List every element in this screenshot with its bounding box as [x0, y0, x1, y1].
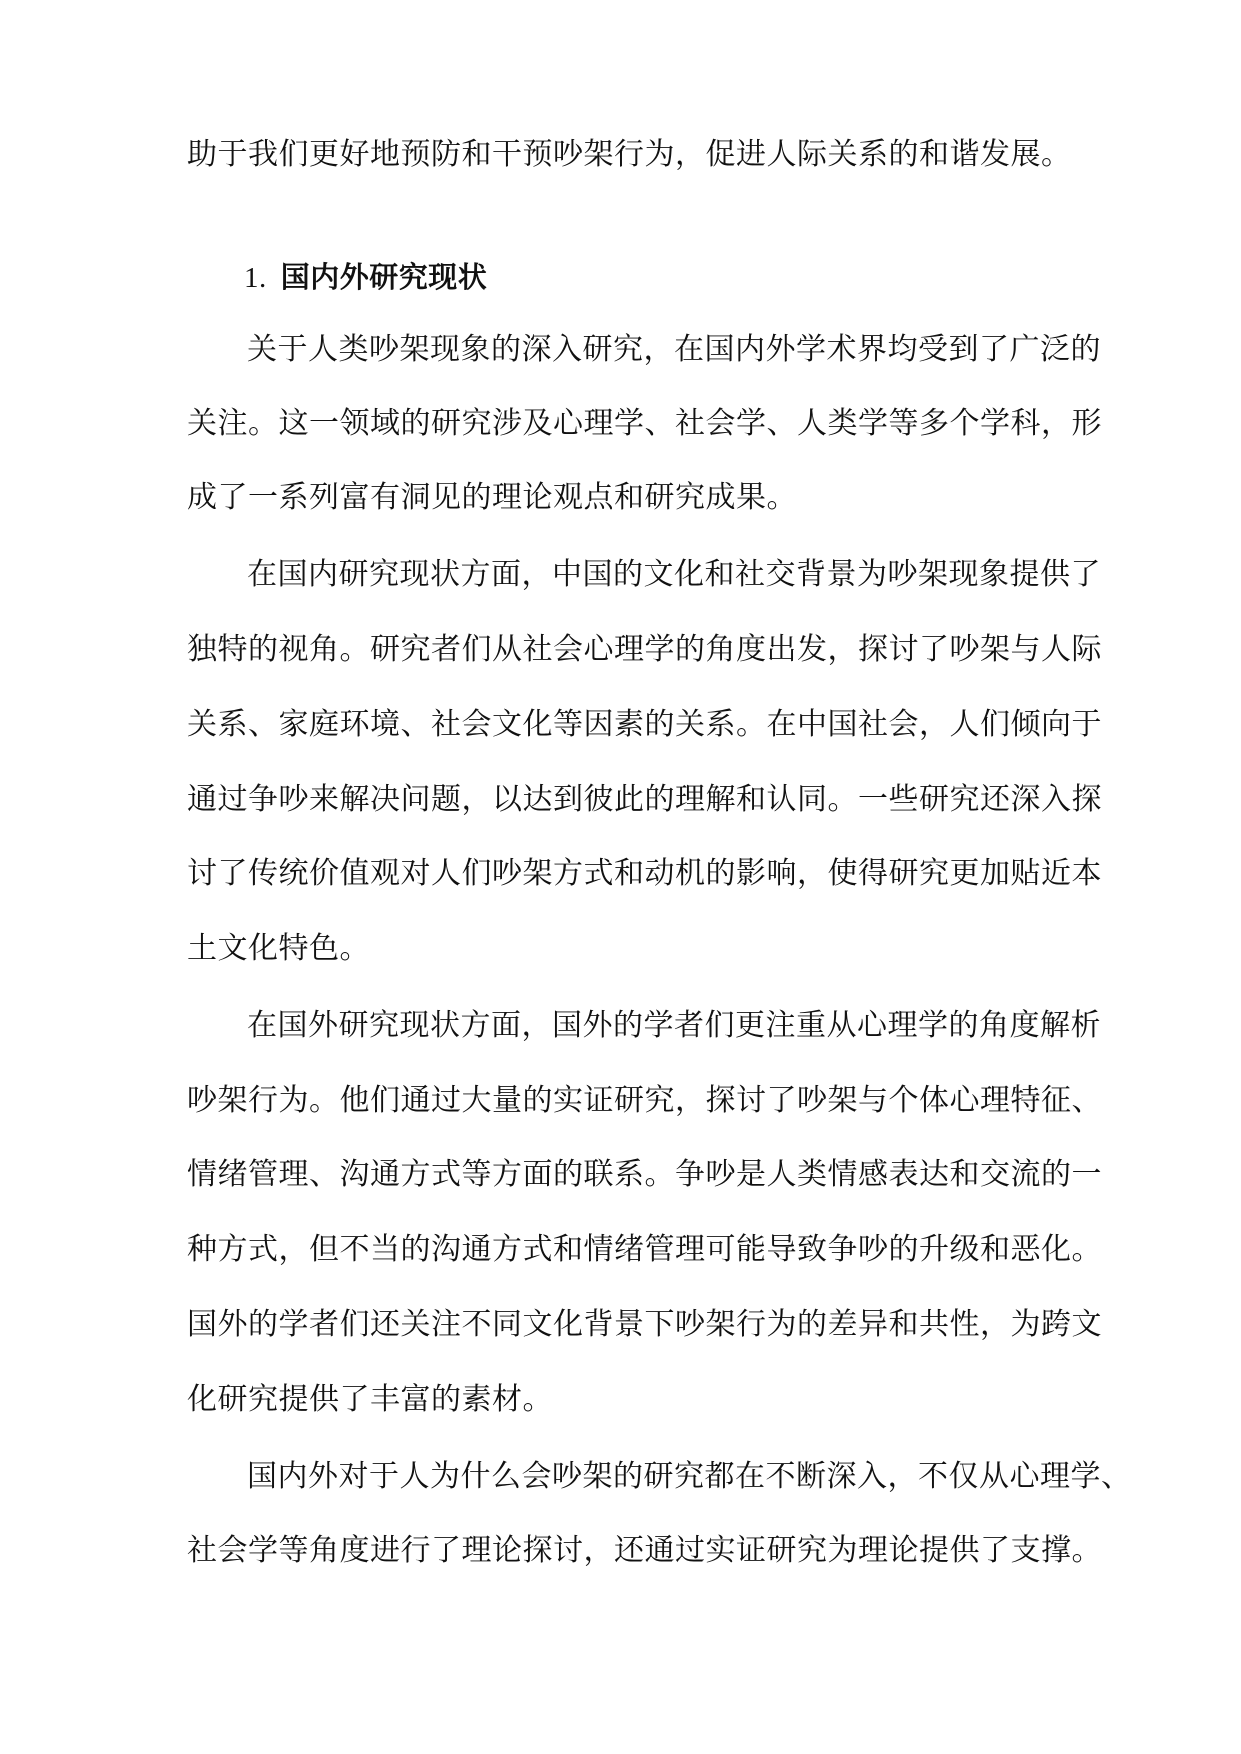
paragraph-line: 种方式，但不当的沟通方式和情绪管理可能导致争吵的升级和恶化。	[187, 1232, 1102, 1267]
paragraph-line: 通过争吵来解决问题，以达到彼此的理解和认同。一些研究还深入探	[187, 782, 1102, 817]
section-heading	[244, 257, 487, 298]
paragraph-line: 成了一系列富有洞见的理论观点和研究成果。	[187, 480, 797, 515]
paragraph-line: 关系、家庭环境、社会文化等因素的关系。在中国社会，人们倾向于	[187, 707, 1102, 742]
paragraph-line: 国外的学者们还关注不同文化背景下吵架行为的差异和共性，为跨文	[187, 1307, 1102, 1342]
paragraph-line: 在国内研究现状方面，中国的文化和社交背景为吵架现象提供了	[247, 557, 1101, 592]
paragraph-line: 国内外对于人为什么会吵架的研究都在不断深入，不仅从心理学、	[247, 1459, 1132, 1494]
paragraph-line: 情绪管理、沟通方式等方面的联系。争吵是人类情感表达和交流的一	[187, 1157, 1102, 1192]
section-number: 1.	[244, 262, 267, 294]
paragraph-line: 关于人类吵架现象的深入研究，在国内外学术界均受到了广泛的	[247, 332, 1101, 367]
paragraph-line: 在国外研究现状方面，国外的学者们更注重从心理学的角度解析	[247, 1008, 1101, 1043]
paragraph-line: 吵架行为。他们通过大量的实证研究，探讨了吵架与个体心理特征、	[187, 1083, 1102, 1118]
paragraph-line: 讨了传统价值观对人们吵架方式和动机的影响，使得研究更加贴近本	[187, 856, 1102, 891]
section-title: 国内外研究现状	[280, 260, 488, 294]
paragraph-line: 土文化特色。	[187, 931, 370, 966]
paragraph-line: 社会学等角度进行了理论探讨，还通过实证研究为理论提供了支撑。	[187, 1533, 1102, 1568]
paragraph-line: 化研究提供了丰富的素材。	[187, 1382, 553, 1417]
paragraph-line: 独特的视角。研究者们从社会心理学的角度出发，探讨了吵架与人际	[187, 632, 1102, 667]
paragraph-line: 助于我们更好地预防和干预吵架行为，促进人际关系的和谐发展。	[187, 137, 1072, 172]
paragraph-line: 关注。这一领域的研究涉及心理学、社会学、人类学等多个学科，形	[187, 406, 1102, 441]
